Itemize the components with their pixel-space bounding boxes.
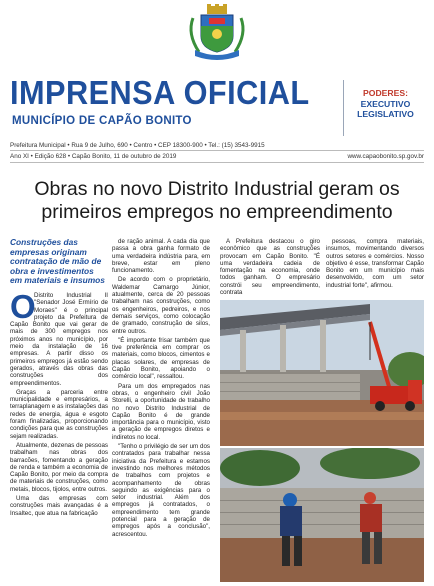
powers-label: PODERES: [363, 88, 408, 98]
workers-photo [220, 448, 424, 582]
paragraph: pessoas, compra materiais, insumos, movimentando diversos outros setores e comércios. Nosso objetivo é esse, transformar Capão Bonito em um município mais desenvolvido, com um setor industrial forte", afirmou. [326, 238, 424, 289]
paragraph: Graças a parceria entre municipalidade e empresários, a terraplanagem e as instalações das redes de energia, água e esgoto foram finalizadas, proporcionando condições para que as construções sejam realizadas. [10, 388, 108, 440]
divider [10, 162, 424, 163]
paragraph: de ração animal. A cada dia que passa a obra ganha formato de uma verdadeira indústria para, em breve, estar em pleno funcionamento. [112, 238, 210, 275]
divider [10, 150, 424, 151]
article-column-3 [220, 238, 320, 298]
article-column-2 [112, 238, 210, 540]
address-line: Prefeitura Municipal • Rua 9 de Julho, 690 • Centro • CEP 18300-900 • Tel.: (15) 3543-9915 [10, 142, 265, 149]
info-bar [10, 140, 424, 172]
newspaper-title: IMPRENSA OFICIAL [10, 74, 310, 111]
paragraph: Atualmente, dezenas de pessoas trabalham nas obras dos barracões, fomentando a geração de renda e também a economia de Capão Bonito, por meio da compra de materiais de construções, como metais, blocos, tijolos, entre outros. [10, 441, 108, 493]
power-executive: EXECUTIVO [360, 98, 411, 109]
paragraph: Para um dos empregados nas obras, o engenheiro civil João Storelli, a oportunidade de trabalho no novo Distrito Industrial de Capão Bonito é de grande importância para o município, visto a geração de empregos diretos e indiretos no local. [112, 382, 210, 441]
drop-cap: O [10, 287, 36, 325]
masthead [10, 74, 424, 140]
paragraph: "Tenho o privilégio de ser um dos contratados para trabalhar nessa iniciativa da Prefeitura e estamos investindo nos melhores métodos de trabalhos com projetos e acompanhamento de obras seguindo as exigências para o setor industrial. Além dos empregos já contratados, o empreendimento tem grande potencial para a geração de empregos após a conclusão", acrescentou. [112, 443, 210, 538]
paragraph: "É importante frisar também que tive preferência em comprar os materiais, como blocos, cimentos e placas solares, de empresas de Capão Bonito, apoiando o comércio local", ressaltou. [112, 336, 210, 381]
article-column-4 [326, 238, 424, 291]
power-legislative: LEGISLATIVO [357, 109, 414, 119]
masthead-divider [343, 80, 344, 136]
website-link[interactable]: www.capaobonito.sp.gov.br [347, 153, 424, 160]
paragraph: Uma das empresas com construções mais avançadas é a Insaltec, que atua na fabricação [10, 494, 108, 517]
paragraph: Distrito Industrial II "Senador José Ermírio de Moraes" é o principal projeto da Prefeitura de Capão Bonito que vai gerar de mais de 300 empregos nos próximos anos no município, por meio da instalação de 16 empresas. A partir disso os primeiros empregos já estão sendo gerados, através das obras das construções dos empreendimentos. [10, 291, 108, 387]
construction-site-photo [220, 300, 424, 446]
paragraph: De acordo com o proprietário, Waldemar Camargo Júnior, atualmente, cerca de 20 pessoas trabalham nas construções, como os engenheiros, pedreiros, e nos demais serviços, como colocação de gramado, construção de silos, entre outros. [112, 276, 210, 335]
municipality-name: MUNICÍPIO DE CAPÃO BONITO [12, 115, 192, 127]
edition-line: Ano XI • Edição 628 • Capão Bonito, 11 de outubro de 2019 [10, 153, 177, 160]
municipal-coat-of-arms-icon [183, 4, 251, 62]
powers-box [347, 88, 424, 120]
paragraph: A Prefeitura destacou o giro econômico que as construções provocam em Capão Bonito. "É uma verdadeira cadeia de fomentação na economia, onde todos ganham. O empresário constrói seu empreendimento, contrata [220, 238, 320, 297]
article-headline: Obras no novo Distrito Industrial geram os primeiros empregos no empreendimento [34, 178, 400, 223]
article-column-1 [10, 238, 108, 519]
article-lead: Construções das empresas originam contratação de mão de obra e investimentos em materiais e insumos [10, 237, 105, 286]
